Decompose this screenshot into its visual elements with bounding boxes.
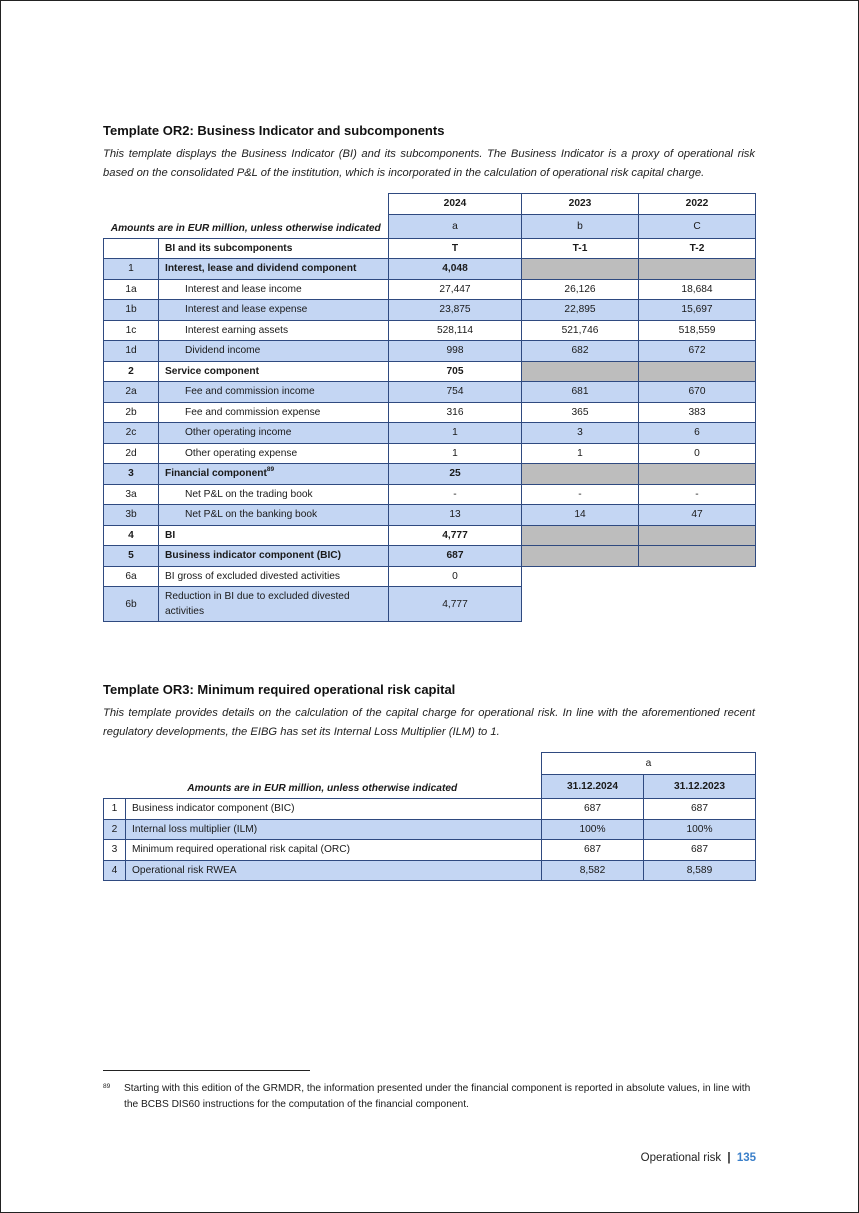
row-value-t2 — [639, 361, 756, 382]
row-value-t: 13 — [389, 505, 522, 526]
or3-row-1 — [104, 799, 756, 820]
row-value-t: 528,114 — [389, 320, 522, 341]
row-value-2024: 8,582 — [542, 860, 644, 881]
or3-date-2023: 31.12.2023 — [644, 775, 756, 799]
row-label: Business indicator component (BIC) — [126, 799, 542, 820]
or2-intro: This template displays the Business Indicator (BI) and its subcomponents. The Business Indicator is a proxy of operational risk based on the consolidated P&L of the institution, which is incorporated in the calculation of operational risk capital charge. — [103, 148, 755, 179]
or3-intro: This template provides details on the calculation of the capital charge for operational risk. In line with the aforementioned recent regulatory developments, the EIBG has set its Internal Loss Multiplier (ILM) to 1. — [103, 707, 755, 738]
row-value-t: 754 — [389, 382, 522, 403]
row-label: Service component — [159, 361, 389, 382]
row-value-t: 687 — [389, 546, 522, 567]
row-value-t: 705 — [389, 361, 522, 382]
row-id: 1 — [104, 259, 159, 280]
row-label: Business indicator component (BIC) — [159, 546, 389, 567]
row-id: 1 — [104, 799, 126, 820]
row-id: 4 — [104, 860, 126, 881]
row-value-t2: 15,697 — [639, 300, 756, 321]
row-label-text: Financial component — [165, 468, 267, 480]
row-value-t2: 383 — [639, 402, 756, 423]
row-value-t: 25 — [389, 464, 522, 485]
row-label: Fee and commission expense — [159, 402, 389, 423]
row-value-t: 23,875 — [389, 300, 522, 321]
row-value-t1: 3 — [522, 423, 639, 444]
or2-row-4 — [104, 525, 756, 546]
row-value-t1: 14 — [522, 505, 639, 526]
row-value-t: 4,777 — [389, 587, 522, 622]
row-value-t: 4,048 — [389, 259, 522, 280]
row-id: 1b — [104, 300, 159, 321]
or2-period-t1: T-1 — [522, 238, 639, 259]
row-value-t2: 47 — [639, 505, 756, 526]
row-label: Net P&L on the banking book — [159, 505, 389, 526]
row-value-t1 — [522, 546, 639, 567]
or2-title: Template OR2: Business Indicator and subcomponents — [103, 123, 445, 138]
or2-letter-a: a — [389, 214, 522, 238]
row-id: 2 — [104, 819, 126, 840]
row-label: Interest, lease and dividend component — [159, 259, 389, 280]
footer-separator: | — [727, 1152, 731, 1164]
row-id: 1a — [104, 279, 159, 300]
or2-row-5 — [104, 546, 756, 567]
or2-row-2c — [104, 423, 756, 444]
row-label: BI gross of excluded divested activities — [159, 566, 389, 587]
row-label: Interest and lease income — [159, 279, 389, 300]
row-label: Reduction in BI due to excluded divested activities — [159, 587, 389, 622]
row-value-t2 — [639, 464, 756, 485]
or3-table — [103, 752, 756, 881]
or2-row-1d — [104, 341, 756, 362]
footnote-rule — [103, 1070, 310, 1071]
row-value-t: 1 — [389, 423, 522, 444]
row-value-t2: - — [639, 484, 756, 505]
footnote — [103, 1081, 755, 1112]
or3-row-2 — [104, 819, 756, 840]
or2-row-2a — [104, 382, 756, 403]
or3-amounts-note: Amounts are in EUR million, unless otherwise indicated — [187, 783, 458, 794]
or2-period-t2: T-2 — [639, 238, 756, 259]
or2-row-2 — [104, 361, 756, 382]
row-id: 3b — [104, 505, 159, 526]
or3-section — [103, 682, 755, 742]
row-value-t2 — [639, 546, 756, 567]
row-value-t1: - — [522, 484, 639, 505]
row-id: 6a — [104, 566, 159, 587]
or2-row-2d — [104, 443, 756, 464]
row-value-t: 0 — [389, 566, 522, 587]
or2-amounts-note: Amounts are in EUR million, unless otherwise indicated — [110, 222, 381, 234]
or2-letter-b: b — [522, 214, 639, 238]
row-value-2023: 100% — [644, 819, 756, 840]
or2-year-2024: 2024 — [389, 194, 522, 215]
row-id: 2b — [104, 402, 159, 423]
row-label: Net P&L on the trading book — [159, 484, 389, 505]
or2-year-2023: 2023 — [522, 194, 639, 215]
row-value-t: 316 — [389, 402, 522, 423]
row-label: Dividend income — [159, 341, 389, 362]
or3-row-3 — [104, 840, 756, 861]
row-label: Internal loss multiplier (ILM) — [126, 819, 542, 840]
row-id: 2c — [104, 423, 159, 444]
row-value-2023: 687 — [644, 840, 756, 861]
row-value-t1 — [522, 464, 639, 485]
row-value-t: - — [389, 484, 522, 505]
or2-row-3a — [104, 484, 756, 505]
or2-row-2b — [104, 402, 756, 423]
row-id: 6b — [104, 587, 159, 622]
row-label — [159, 464, 389, 485]
row-id: 3 — [104, 840, 126, 861]
row-value-t2: 18,684 — [639, 279, 756, 300]
row-value-t1 — [522, 259, 639, 280]
or2-subheader-blank — [104, 238, 159, 259]
row-value-t1: 1 — [522, 443, 639, 464]
or2-period-t: T — [389, 238, 522, 259]
row-value-t2: 672 — [639, 341, 756, 362]
row-value-t2 — [639, 525, 756, 546]
row-value-t: 998 — [389, 341, 522, 362]
row-label: Interest and lease expense — [159, 300, 389, 321]
row-label: Interest earning assets — [159, 320, 389, 341]
row-value-t1: 681 — [522, 382, 639, 403]
or2-row-1b — [104, 300, 756, 321]
row-value-2024: 687 — [542, 840, 644, 861]
footnote-number: 89 — [103, 1083, 111, 1090]
footnote-ref-89[interactable]: 89 — [266, 466, 275, 474]
row-value-t1: 682 — [522, 341, 639, 362]
row-label: Other operating income — [159, 423, 389, 444]
row-value-t2: 518,559 — [639, 320, 756, 341]
row-id: 3a — [104, 484, 159, 505]
row-id: 2a — [104, 382, 159, 403]
or3-row-4 — [104, 860, 756, 881]
row-value-t: 1 — [389, 443, 522, 464]
or2-table — [103, 193, 756, 622]
row-value-t2: 670 — [639, 382, 756, 403]
or2-section — [103, 123, 755, 183]
row-label: BI — [159, 525, 389, 546]
row-label: Other operating expense — [159, 443, 389, 464]
or2-row-3b — [104, 505, 756, 526]
page-number: 135 — [736, 1152, 756, 1164]
row-value-2024: 687 — [542, 799, 644, 820]
row-value-t1 — [522, 361, 639, 382]
row-value-t1: 365 — [522, 402, 639, 423]
row-id: 2d — [104, 443, 159, 464]
or3-date-2024: 31.12.2024 — [542, 775, 644, 799]
or2-year-2022: 2022 — [639, 194, 756, 215]
row-value-t: 4,777 — [389, 525, 522, 546]
row-value-t1: 26,126 — [522, 279, 639, 300]
page-footer — [641, 1152, 756, 1164]
or2-letter-c: C — [639, 214, 756, 238]
or2-row-6a — [104, 566, 756, 587]
row-value-t1: 521,746 — [522, 320, 639, 341]
or2-row-6b — [104, 587, 756, 622]
row-id: 3 — [104, 464, 159, 485]
row-id: 2 — [104, 361, 159, 382]
row-id: 1d — [104, 341, 159, 362]
row-value-t2: 6 — [639, 423, 756, 444]
or2-row-1c — [104, 320, 756, 341]
row-value-t1: 22,895 — [522, 300, 639, 321]
or2-subheader-label: BI and its subcomponents — [159, 238, 389, 259]
row-id: 1c — [104, 320, 159, 341]
or3-title: Template OR3: Minimum required operational risk capital — [103, 682, 456, 697]
row-label: Minimum required operational risk capital (ORC) — [126, 840, 542, 861]
row-label: Operational risk RWEA — [126, 860, 542, 881]
row-id: 4 — [104, 525, 159, 546]
row-value-2024: 100% — [542, 819, 644, 840]
row-value-t2: 0 — [639, 443, 756, 464]
row-id: 5 — [104, 546, 159, 567]
or3-letter-a: a — [542, 753, 756, 775]
or2-row-3 — [104, 464, 756, 485]
row-label: Fee and commission income — [159, 382, 389, 403]
row-value-t2 — [639, 259, 756, 280]
row-value-2023: 8,589 — [644, 860, 756, 881]
row-value-2023: 687 — [644, 799, 756, 820]
row-value-t1 — [522, 525, 639, 546]
row-value-t: 27,447 — [389, 279, 522, 300]
or2-row-1 — [104, 259, 756, 280]
or2-row-1a — [104, 279, 756, 300]
footnote-text: Starting with this edition of the GRMDR, the information presented under the financial component is reported in absolute values, in line with the BCBS DIS60 instructions for the computation of the financial component. — [124, 1083, 751, 1110]
footer-section: Operational risk — [640, 1152, 722, 1164]
